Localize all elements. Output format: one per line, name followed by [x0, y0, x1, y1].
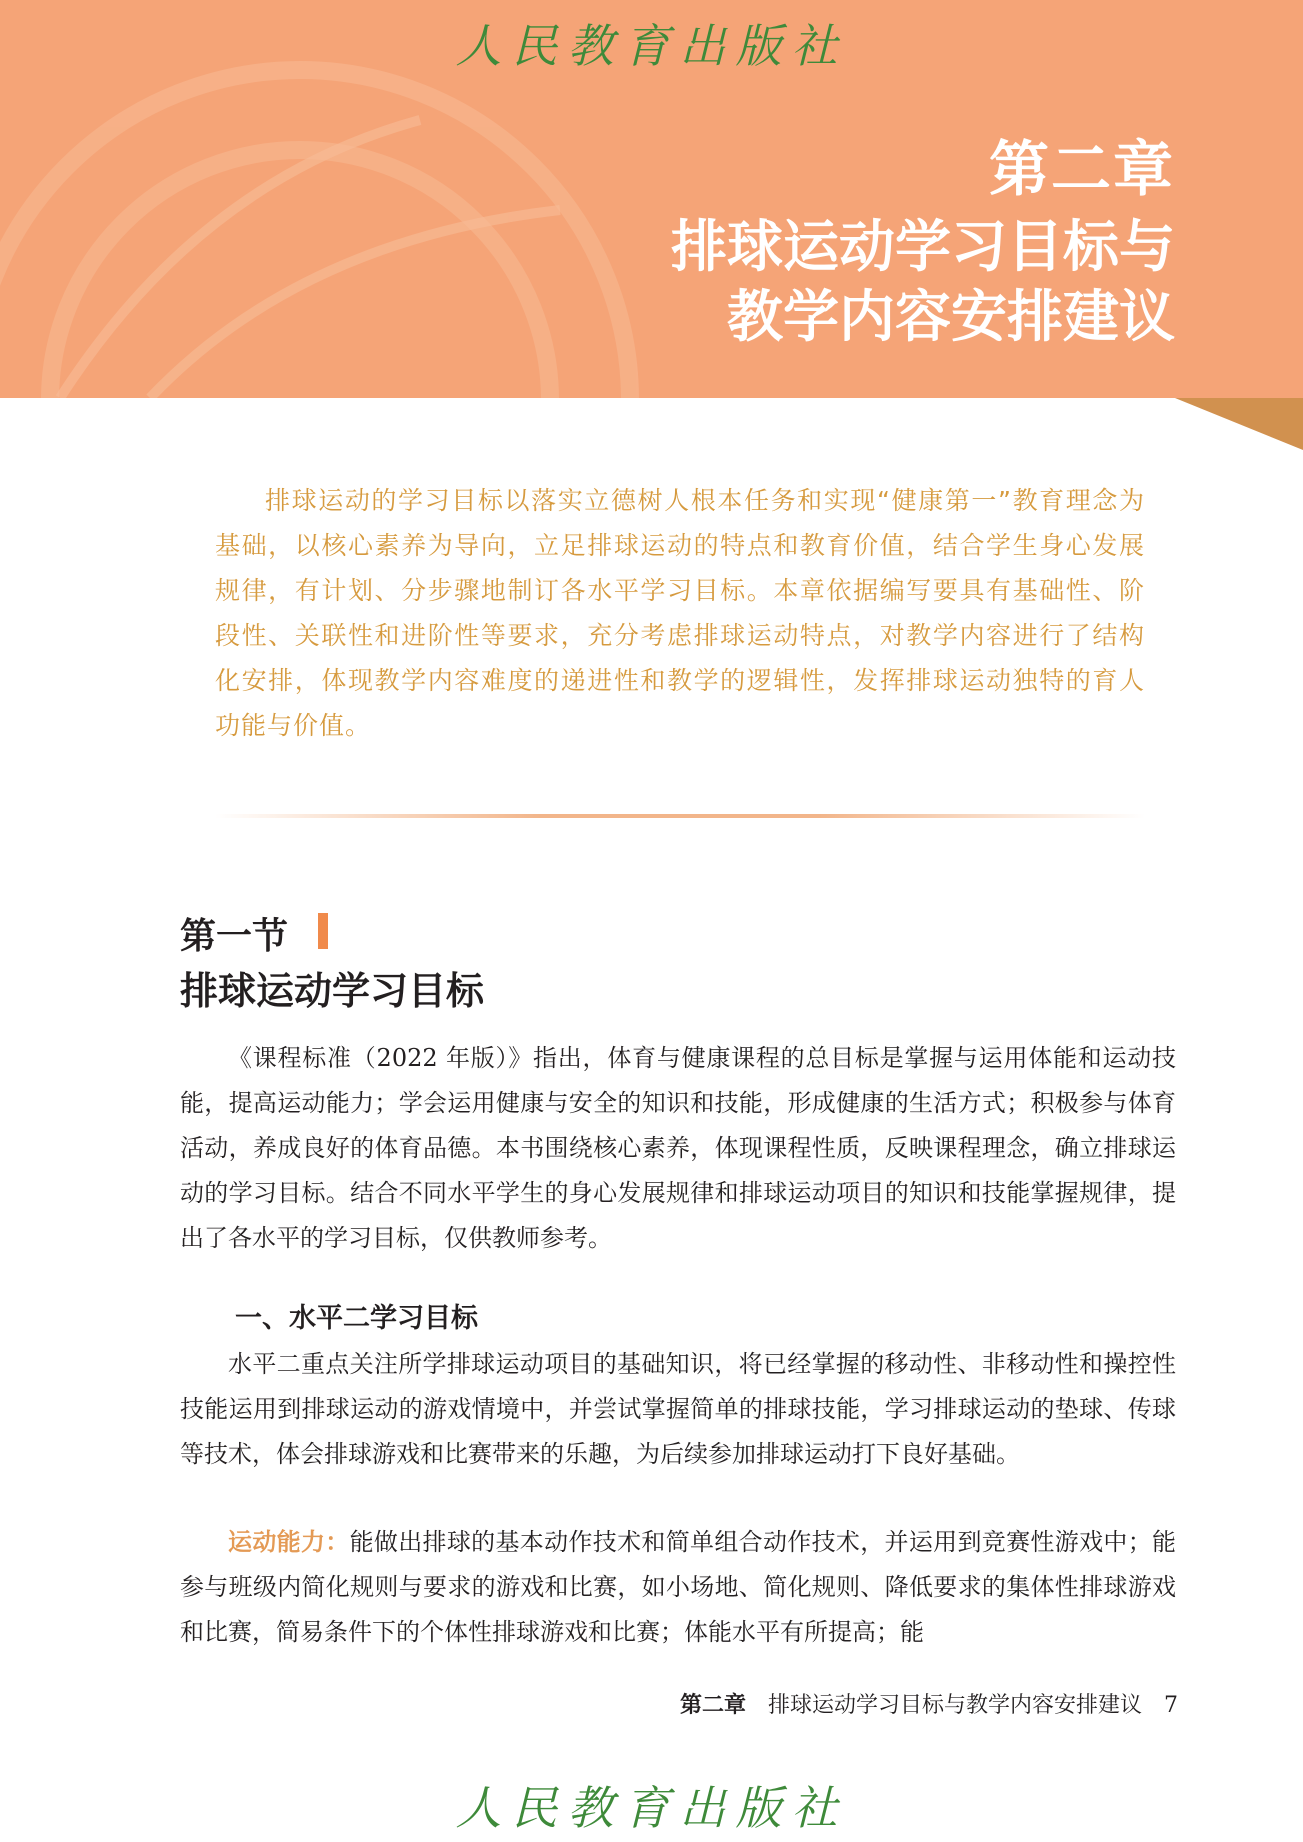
motor-ability-term: 运动能力：: [228, 1528, 350, 1556]
section-intro-paragraph: 《课程标准（2022 年版）》指出，体育与健康课程的总目标是掌握与运用体能和运动技能，提高运动能力；学会运用健康与安全的知识和技能，形成健康的生活方式；积极参与体育活动，养成良好的体育品德。本书围绕核心素养，体现课程性质，反映课程理念，确立排球运动的学习目标。结合不同水平学生的身心发展规律和排球运动项目的知识和技能掌握规律，提出了各水平的学习目标，仅供教师参考。: [180, 1044, 1176, 1252]
chapter-title-line-1: 排球运动学习目标与: [671, 214, 1175, 280]
chapter-header-band: [0, 0, 1303, 398]
page-number: 7: [1164, 1693, 1178, 1718]
section-title: 排球运动学习目标: [180, 969, 485, 1013]
running-footer: [680, 1688, 1178, 1719]
subheading-level-two-goals: 一、水平二学习目标: [235, 1303, 478, 1334]
chapter-title: [671, 212, 1175, 352]
chapter-intro-paragraph: 排球运动的学习目标以落实立德树人根本任务和实现“健康第一”教育理念为基础，以核心素养为导向，立足排球运动的特点和教育价值，结合学生身心发展规律，有计划、分步骤地制订各水平学习目标。本章依据编写要具有基础性、阶段性、关联性和进阶性等要求，充分考虑排球运动特点，对教学内容进行了结构化安排，体现教学内容难度的递进性和教学的逻辑性，发挥排球运动独特的育人功能与价值。: [215, 486, 1145, 740]
corner-fold-decoration: [1175, 398, 1303, 450]
section-number: 第一节: [180, 915, 289, 957]
chapter-number: 第二章: [989, 135, 1175, 205]
chapter-title-line-2: 教学内容安排建议: [727, 284, 1175, 350]
publisher-logo: 人民教育出版社: [455, 19, 848, 73]
footer-title: 排球运动学习目标与教学内容安排建议: [767, 1693, 1142, 1718]
level-two-overview-paragraph: 水平二重点关注所学排球运动项目的基础知识，将已经掌握的移动性、非移动性和操控性技能运用到排球运动的游戏情境中，并尝试掌握简单的排球技能，学习排球运动的垫球、传球等技术，体会排球游戏和比赛带来的乐趣，为后续参加排球运动打下良好基础。: [180, 1350, 1176, 1468]
publisher-logo-bottom: 人民教育出版社: [455, 1781, 848, 1835]
motor-ability-paragraph: [180, 1520, 1176, 1655]
footer-chapter: 第二章: [679, 1692, 746, 1718]
intro-divider: [215, 814, 1145, 818]
section-accent-bar: [318, 913, 328, 949]
motor-ability-text: 能做出排球的基本动作技术和简单组合动作技术，并运用到竞赛性游戏中；能参与班级内简化规则与要求的游戏和比赛，如小场地、简化规则、降低要求的集体性排球游戏和比赛，简易条件下的个体性排球游戏和比赛；体能水平有所提高；能: [180, 1528, 1177, 1646]
